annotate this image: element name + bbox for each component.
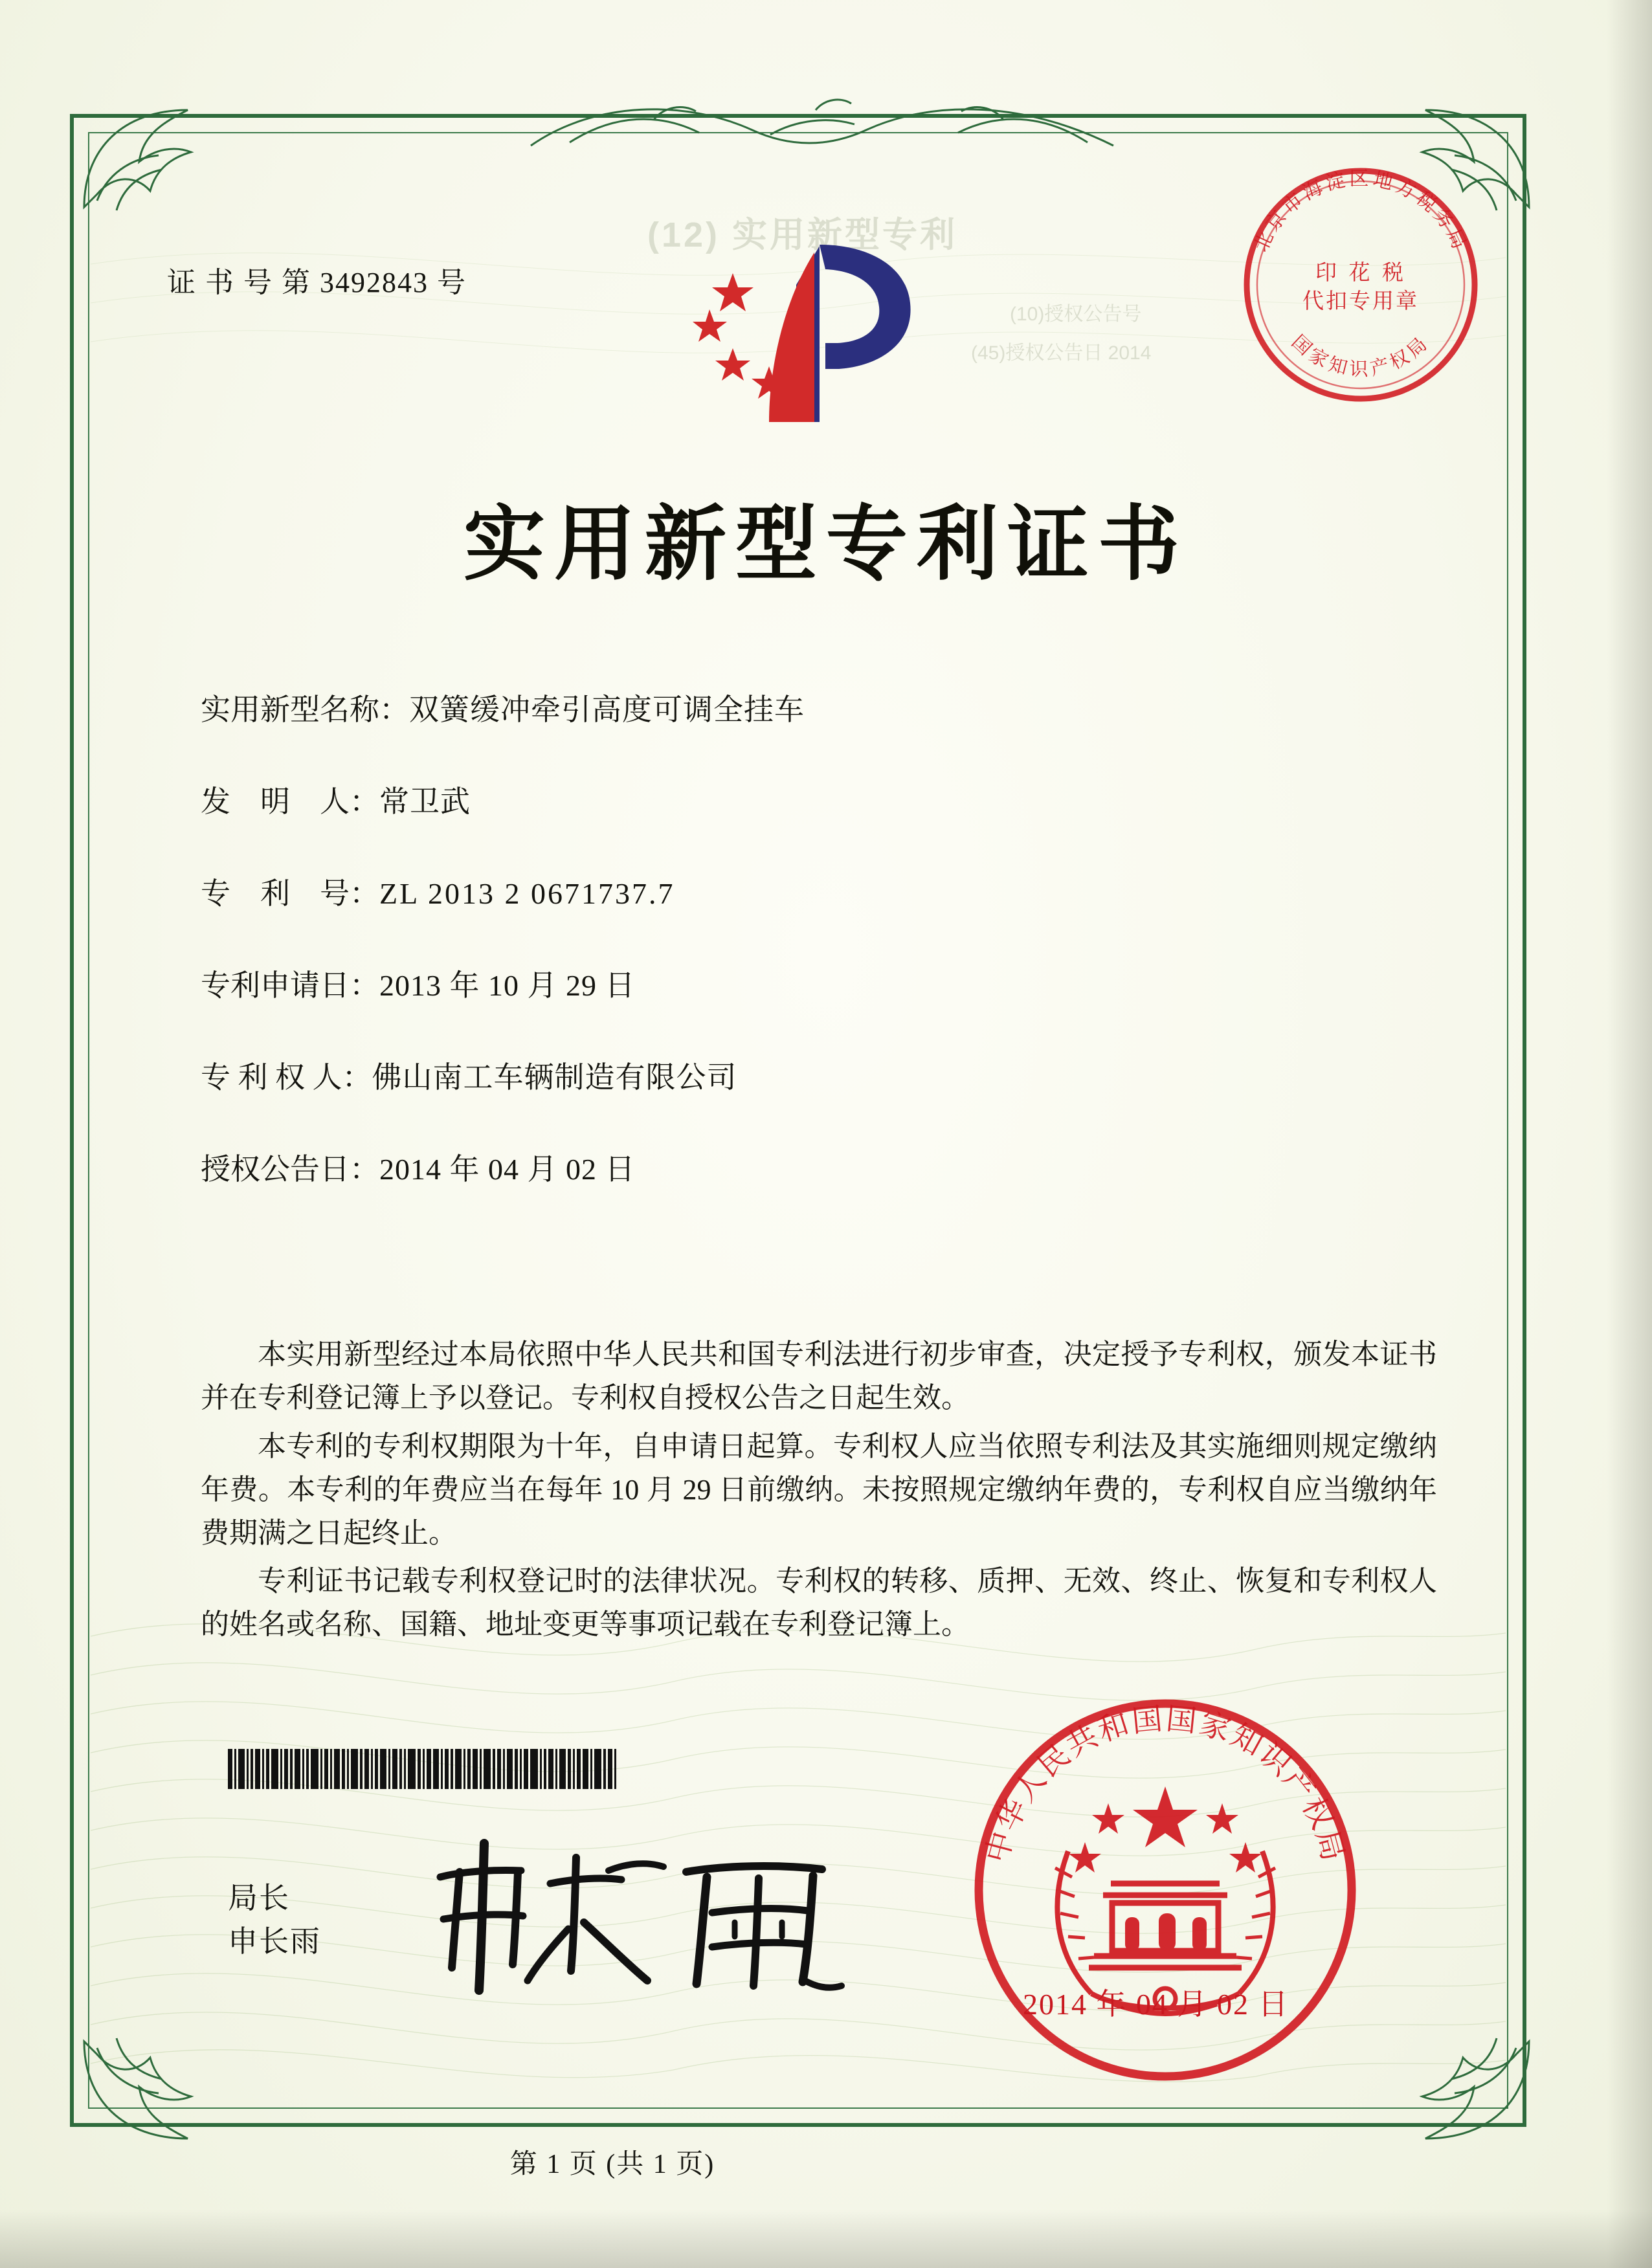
page-footer (0, 2142, 1652, 2181)
field-list (201, 686, 1431, 1238)
field-value: 常卫武 (379, 785, 471, 818)
field-label: 发 明 人： (201, 785, 379, 818)
field-value: 2014 年 04 月 02 日 (379, 1153, 636, 1186)
field-application-date (201, 962, 1431, 1005)
sipo-logo-icon (693, 239, 939, 427)
svg-text:代扣专用章: 代扣专用章 (1302, 288, 1419, 313)
page-edge-shadow-right (1607, 0, 1652, 2268)
svg-text:北京市海淀区地方税务局: 北京市海淀区地方税务局 (1249, 168, 1472, 256)
paragraph-1: 本实用新型经过本局依照中华人民共和国专利法进行初步审查，决定授予专利权，颁发本证书并在专利登记簿上予以登记。专利权自授权公告之日起生效。 (201, 1339, 1437, 1414)
field-inventor (201, 778, 1431, 821)
ghost-title-text: (12) 实用新型专利 (647, 216, 958, 254)
field-patent-number (201, 870, 1431, 913)
ghost-line-1: (10)授权公告号 (1010, 304, 1142, 325)
tax-stamp-seal (1231, 155, 1490, 414)
field-utility-model-name (201, 686, 1431, 729)
field-patentee (201, 1054, 1431, 1096)
field-value: 双簧缓冲牵引高度可调全挂车 (409, 693, 805, 726)
field-label: 专利申请日： (201, 969, 379, 1002)
svg-text:国家知识产权局: 国家知识产权局 (1287, 330, 1434, 380)
field-label: 实用新型名称： (201, 693, 409, 726)
paragraph-3: 专利证书记载专利权登记时的法律状况。专利权的转移、质押、无效、终止、恢复和专利权人的姓名或名称、国籍、地址变更等事项记载在专利登记簿上。 (201, 1565, 1437, 1641)
field-value: 佛山南工车辆制造有限公司 (372, 1061, 737, 1094)
page-title: 实用新型专利证书 (463, 496, 1189, 592)
field-value: 2013 年 10 月 29 日 (379, 969, 636, 1002)
field-label: 专 利 号： (201, 877, 379, 910)
field-grant-announcement-date (201, 1146, 1431, 1188)
svg-text:印 花 税: 印 花 税 (1315, 260, 1406, 285)
field-label: 专 利 权 人： (201, 1061, 372, 1094)
field-label: 授权公告日： (201, 1153, 379, 1186)
legal-body-text (201, 1333, 1437, 1652)
field-value: ZL 2013 2 0671737.7 (379, 877, 675, 910)
seal-date: 2014 年 04 月 02 日 (1023, 1988, 1289, 2021)
page-footer-text: 第 1 页 (共 1 页) (509, 2150, 715, 2179)
page-edge-shadow-bottom (0, 2210, 1652, 2268)
signature-block (228, 1877, 321, 1963)
paragraph-2: 本专利的专利权期限为十年，自申请日起算。专利权人应当依照专利法及其实施细则规定缴纳年费。本专利的年费应当在每年 10 月 29 日前缴纳。未按照规定缴纳年费的，专利权自应当缴纳年费期满之日起终止。 (201, 1430, 1437, 1549)
barcode (228, 1749, 655, 1789)
certificate-number: 证 书 号 第 3492843 号 (167, 267, 467, 298)
national-seal (965, 1689, 1366, 2091)
svg-text:中华人民共和国国家知识产权局: 中华人民共和国国家知识产权局 (979, 1700, 1352, 1867)
director-title-label: 局长 (228, 1882, 290, 1915)
director-name-label: 申长雨 (228, 1924, 321, 1958)
ghost-line-2: (45)授权公告日 2014 (971, 342, 1152, 364)
